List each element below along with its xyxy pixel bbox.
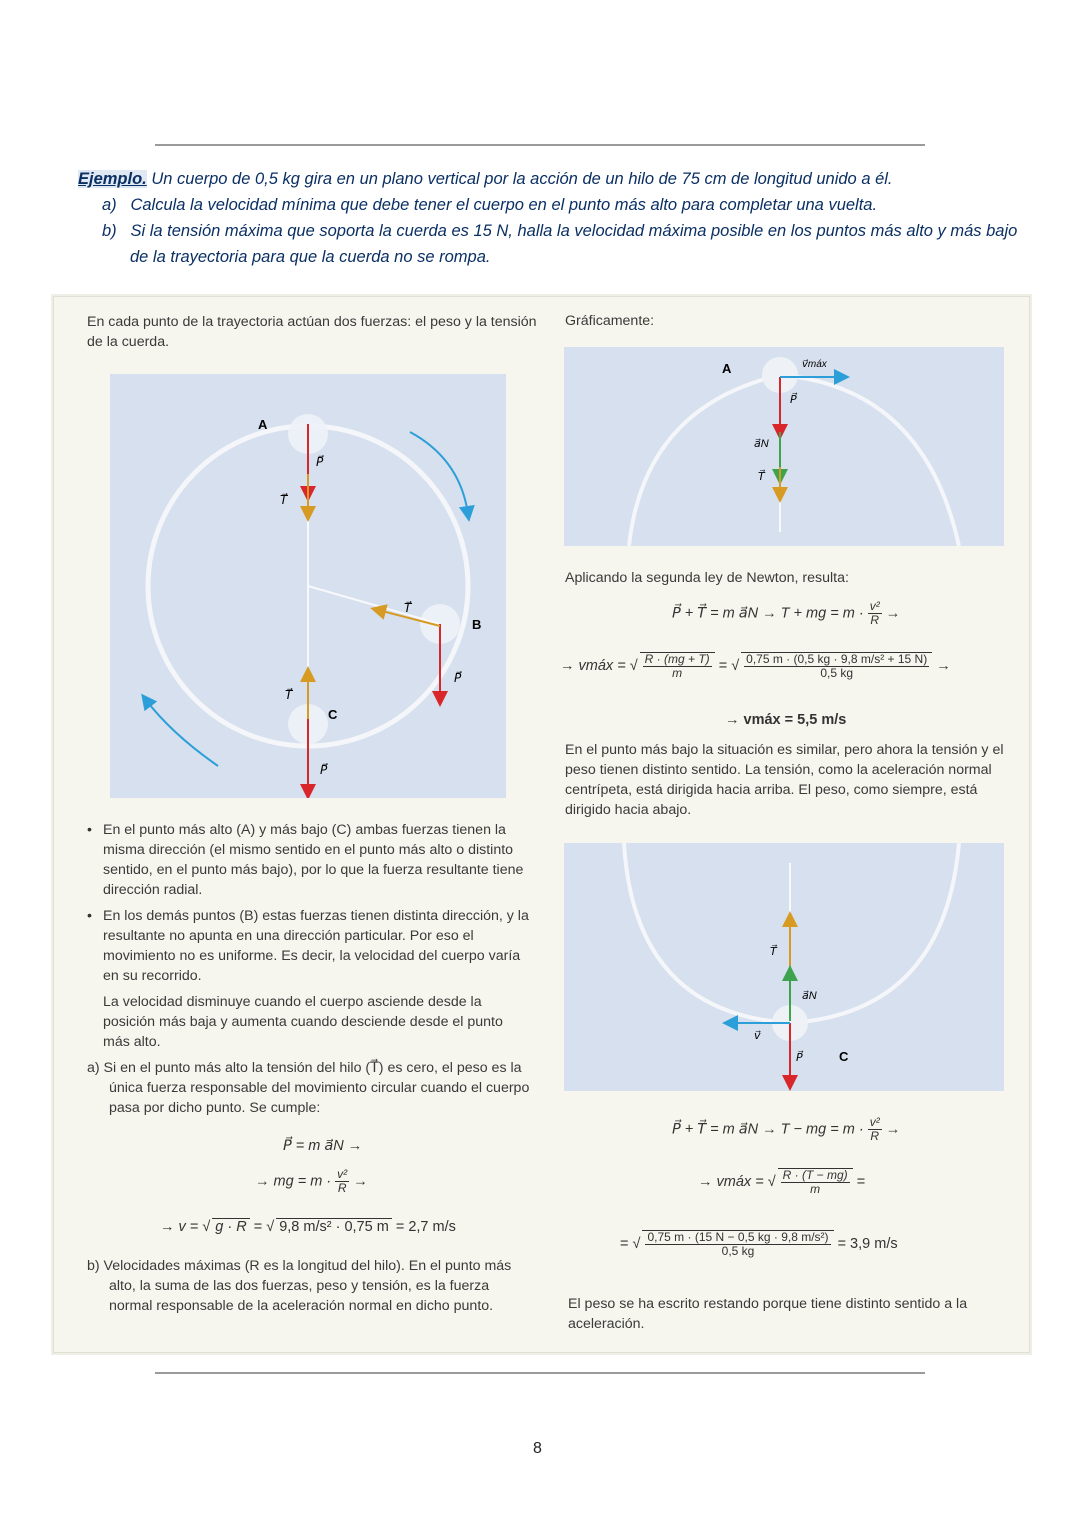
label-p-a: P⃗ (316, 455, 324, 469)
eq-newton-top: P⃗ + T⃗ = m a⃗N → T + mg = m · $\frac{\text{v²}}{R}$ → (672, 599, 901, 627)
fig3-label-v: v⃗ (754, 1030, 761, 1042)
example-label: Ejemplo. (78, 170, 147, 188)
label-p-b: P⃗ (454, 671, 462, 685)
fig3-label-t: T⃗ (770, 946, 777, 958)
eq-p-man: P⃗ = m a⃗N → (283, 1138, 363, 1154)
eq-v-result: → v = √ g · R = √ 9,8 m/s² · 0,75 m = 2,7 m/s (160, 1219, 456, 1235)
graficamente: Gráficamente: (565, 313, 655, 329)
eq-mg: → mg = m · $\frac{\text{v²}}{R}$ → (255, 1167, 368, 1195)
example-text: Un cuerpo de 0,5 kg gira en un plano vertical por la acción de un hilo de 75 cm de longitud unido a él. (146, 170, 893, 188)
left-intro: En cada punto de la trayectoria actúan dos fuerzas: el peso y la tensión de la cuerda. (87, 314, 537, 350)
fig2-label-p: P⃗ (790, 394, 797, 406)
top-rule (155, 144, 925, 146)
page-number: 8 (533, 1440, 542, 1457)
label-t-b: T⃗ (404, 601, 412, 615)
fig2-label-a: A (722, 361, 732, 376)
eq-vmax-top: → vmáx = √ $\frac{R \cdot (mg + T)}{m}$ = √ $\frac{\text{0,75 m · (0,5 kg · 9,8 m/s² + 15 N)}}{0,5 kg}$ → (560, 652, 951, 680)
label-c: C (328, 707, 338, 722)
fig2-label-an: a⃗N (754, 438, 769, 450)
label-a: A (258, 417, 268, 432)
fig3-label-c: C (839, 1049, 849, 1064)
fig2-label-t: T⃗ (758, 471, 765, 483)
example-statement (78, 166, 1028, 270)
figure-top-point (564, 347, 1004, 546)
right-para: En el punto más bajo la situación es similar, pero ahora la tensión y el peso tienen distinto sentido. La tensión, como la aceleración normal centrípeta, está dirigida hacia arriba. El peso, como siempre, está dirigido hacia abajo. (565, 742, 1004, 818)
eq-vmax-bottom: → vmáx = √ $\frac{R \cdot (T - mg)}{m}$ = (698, 1168, 866, 1196)
label-b: B (472, 617, 482, 632)
left-para: La velocidad disminuye cuando el cuerpo asciende desde la posición más baja y aumenta cuando desciende desde el punto más alto. (103, 994, 503, 1050)
left-b-text: b) Velocidades máximas (R es la longitud del hilo). En el punto más alto, la suma de las dos fuerzas, peso y tensión, es la fuerza normal responsable de la aceleración normal en dicho punto. (87, 1258, 512, 1314)
left-a-text: a) Si en el punto más alto la tensión del hilo (T⃗) es cero, el peso es la única fuerza responsable del movimiento circular cuando el cuerpo pasa por dicho punto. Se cumple: (87, 1060, 530, 1116)
fig3-label-an: a⃗N (802, 990, 817, 1002)
eq-vmax-top-result: → vmáx = 5,5 m/s (725, 712, 847, 728)
fig3-label-p: P⃗ (796, 1052, 803, 1064)
bullet-1: • En el punto más alto (A) y más bajo (C) ambas fuerzas tienen la misma dirección (el mismo sentido en el punto más alto o distinto sentido, en el punto más bajo), por lo que la fuerza resultante tiene dirección radial. (87, 820, 533, 900)
bullet-2: • En los demás puntos (B) estas fuerzas tienen distinta dirección, y la resultante no apunta en una dirección particular. Por eso el movimiento no es uniforme. Es decir, la velocidad del cuerpo varía en su recorrido. (87, 906, 533, 986)
label-p-c: P⃗ (320, 763, 328, 777)
example-item-b: b) Si la tensión máxima que soporta la cuerda es 15 N, halla la velocidad máxima posible en los puntos más alto y más bajo de la trayectoria para que la cuerda no se rompa. (102, 222, 1018, 266)
figure-bottom-point (564, 843, 1004, 1091)
figure-circular-motion (110, 374, 506, 798)
eq-newton-bottom: P⃗ + T⃗ = m a⃗N → T − mg = m · $\frac{\text{v²}}{R}$ → (672, 1115, 901, 1143)
right-final: El peso se ha escrito restando porque tiene distinto sentido a la aceleración. (568, 1296, 968, 1332)
fig2-label-vmax: v⃗máx (802, 359, 827, 370)
newton-text: Aplicando la segunda ley de Newton, resulta: (565, 570, 849, 586)
eq-vmax-bottom-result: = √ $\frac{\text{0,75 m · (15 N − 0,5 kg · 9,8 m/s²)}}{0,5 kg}$ = 3,9 m/s (620, 1230, 898, 1258)
example-item-a: a) Calcula la velocidad mínima que debe tener el cuerpo en el punto más alto para completar una vuelta. (102, 196, 878, 214)
string-to-b (308, 586, 440, 624)
label-t-c: T⃗ (285, 688, 293, 702)
bottom-rule (155, 1372, 925, 1374)
arc-bottom (624, 843, 959, 1023)
left-bullets (87, 820, 533, 1118)
label-t-a: T⃗ (280, 493, 288, 507)
